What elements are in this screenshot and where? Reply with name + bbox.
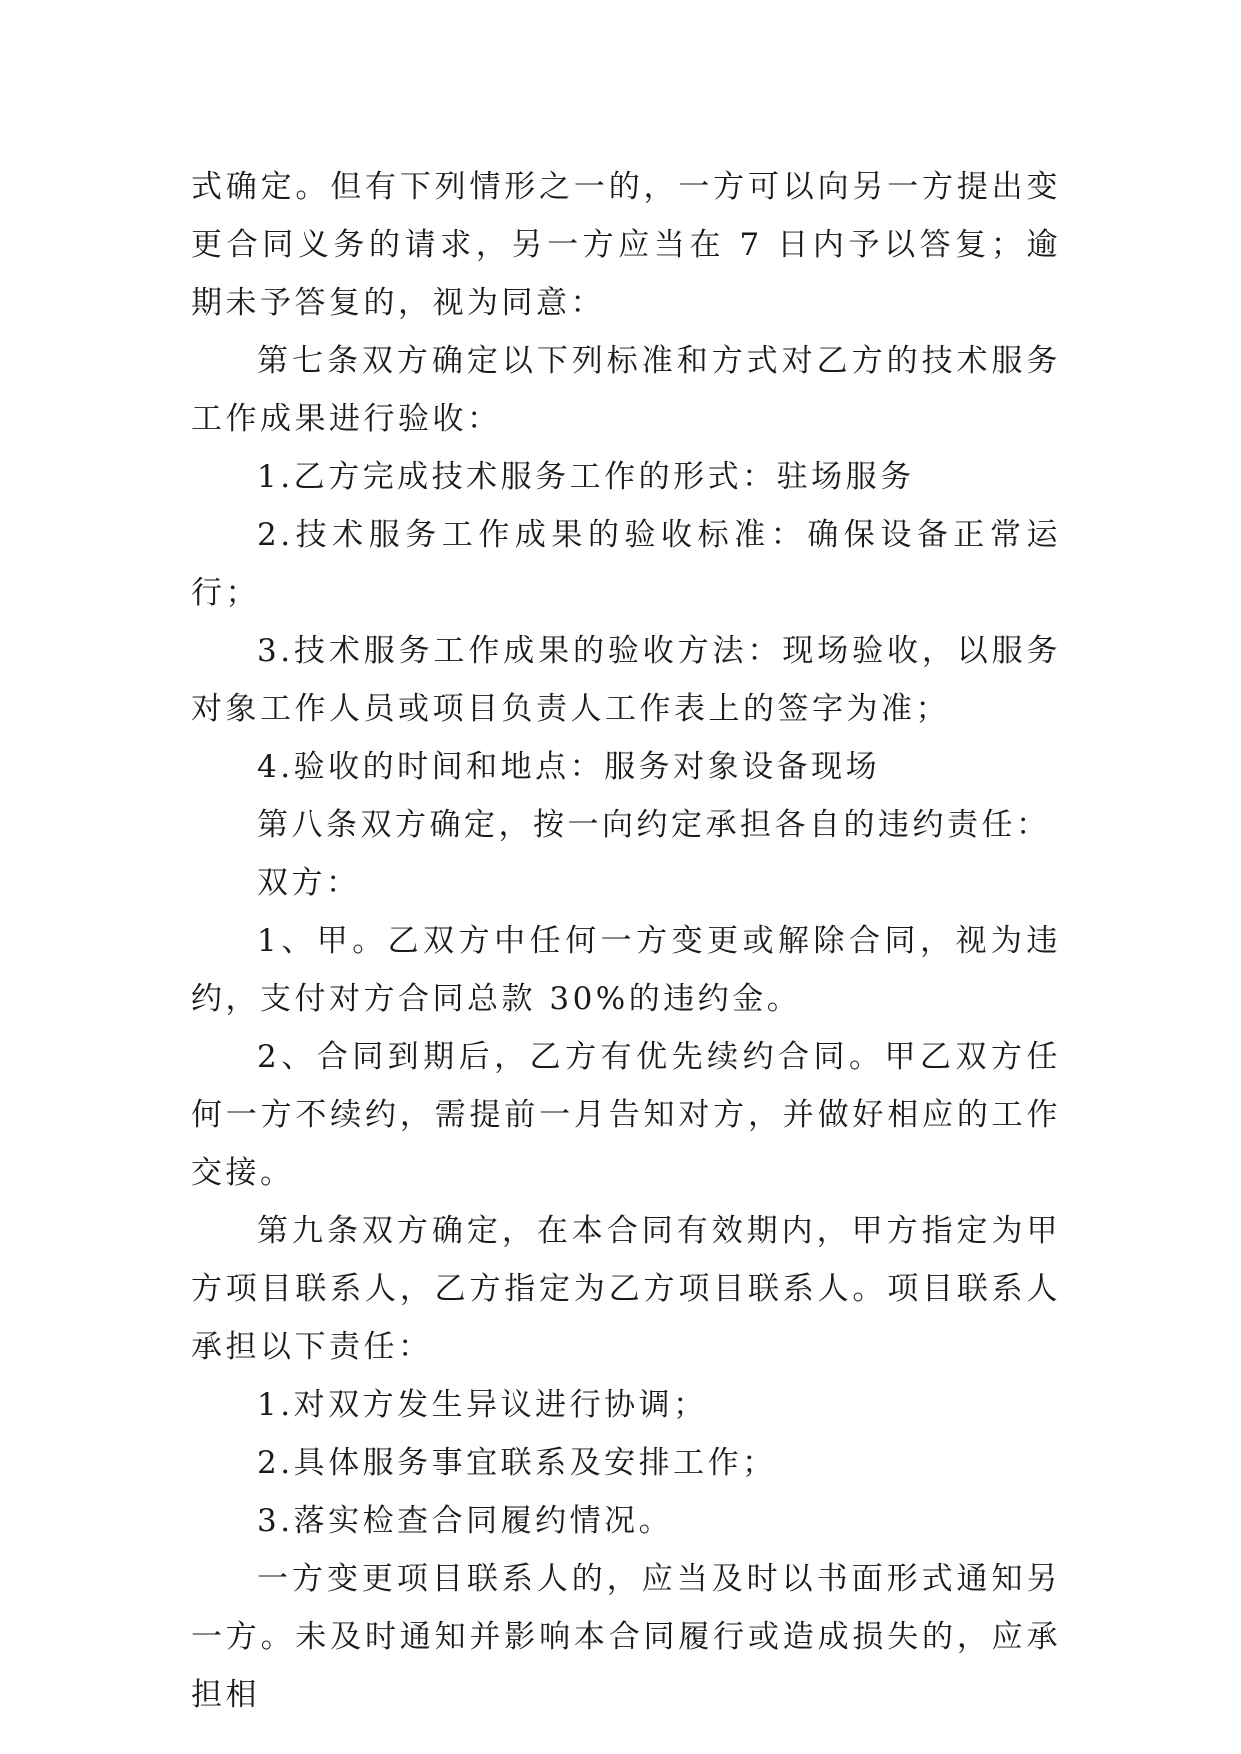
paragraph-contact-change: 一方变更项目联系人的，应当及时以书面形式通知另一方。未及时通知并影响本合同履行或造成损失的，应承担相	[191, 1561, 1061, 1713]
paragraph-article-7: 第七条双方确定以下列标准和方式对乙方的技术服务工作成果进行验收：	[191, 343, 1061, 437]
paragraph-article-8: 第八条双方确定，按一向约定承担各自的违约责任：	[257, 807, 1051, 843]
paragraph-article-9: 第九条双方确定，在本合同有效期内，甲方指定为甲方项目联系人，乙方指定为乙方项目联系人。项目联系人承担以下责任：	[191, 1213, 1061, 1365]
contract-body	[191, 158, 1061, 1724]
paragraph-acceptance-time-place: 4.验收的时间和地点：服务对象设备现场	[257, 749, 881, 785]
paragraph-coordinate-disputes: 1.对双方发生异议进行协调；	[257, 1387, 708, 1423]
paragraph-acceptance-standard: 2.技术服务工作成果的验收标准：确保设备正常运行；	[191, 517, 1061, 611]
paragraph-acceptance-form: 1.乙方完成技术服务工作的形式：驻场服务	[257, 459, 915, 495]
paragraph-arrange-work: 2.具体服务事宜联系及安排工作；	[257, 1445, 777, 1481]
paragraph-breach-penalty: 1、甲。乙双方中任何一方变更或解除合同，视为违约，支付对方合同总款 30%的违约金。	[191, 923, 1061, 1017]
paragraph-change-request: 式确定。但有下列情形之一的，一方可以向另一方提出变更合同义务的请求，另一方应当在 7 日内予以答复；逾期未予答复的，视为同意：	[191, 169, 1061, 321]
paragraph-acceptance-method: 3.技术服务工作成果的验收方法：现场验收，以服务对象工作人员或项目负责人工作表上的签字为准；	[191, 633, 1061, 727]
paragraph-check-performance: 3.落实检查合同履约情况。	[257, 1503, 674, 1539]
paragraph-renewal: 2、合同到期后，乙方有优先续约合同。甲乙双方任何一方不续约，需提前一月告知对方，并做好相应的工作交接。	[191, 1039, 1061, 1191]
paragraph-both-parties: 双方：	[257, 865, 361, 901]
